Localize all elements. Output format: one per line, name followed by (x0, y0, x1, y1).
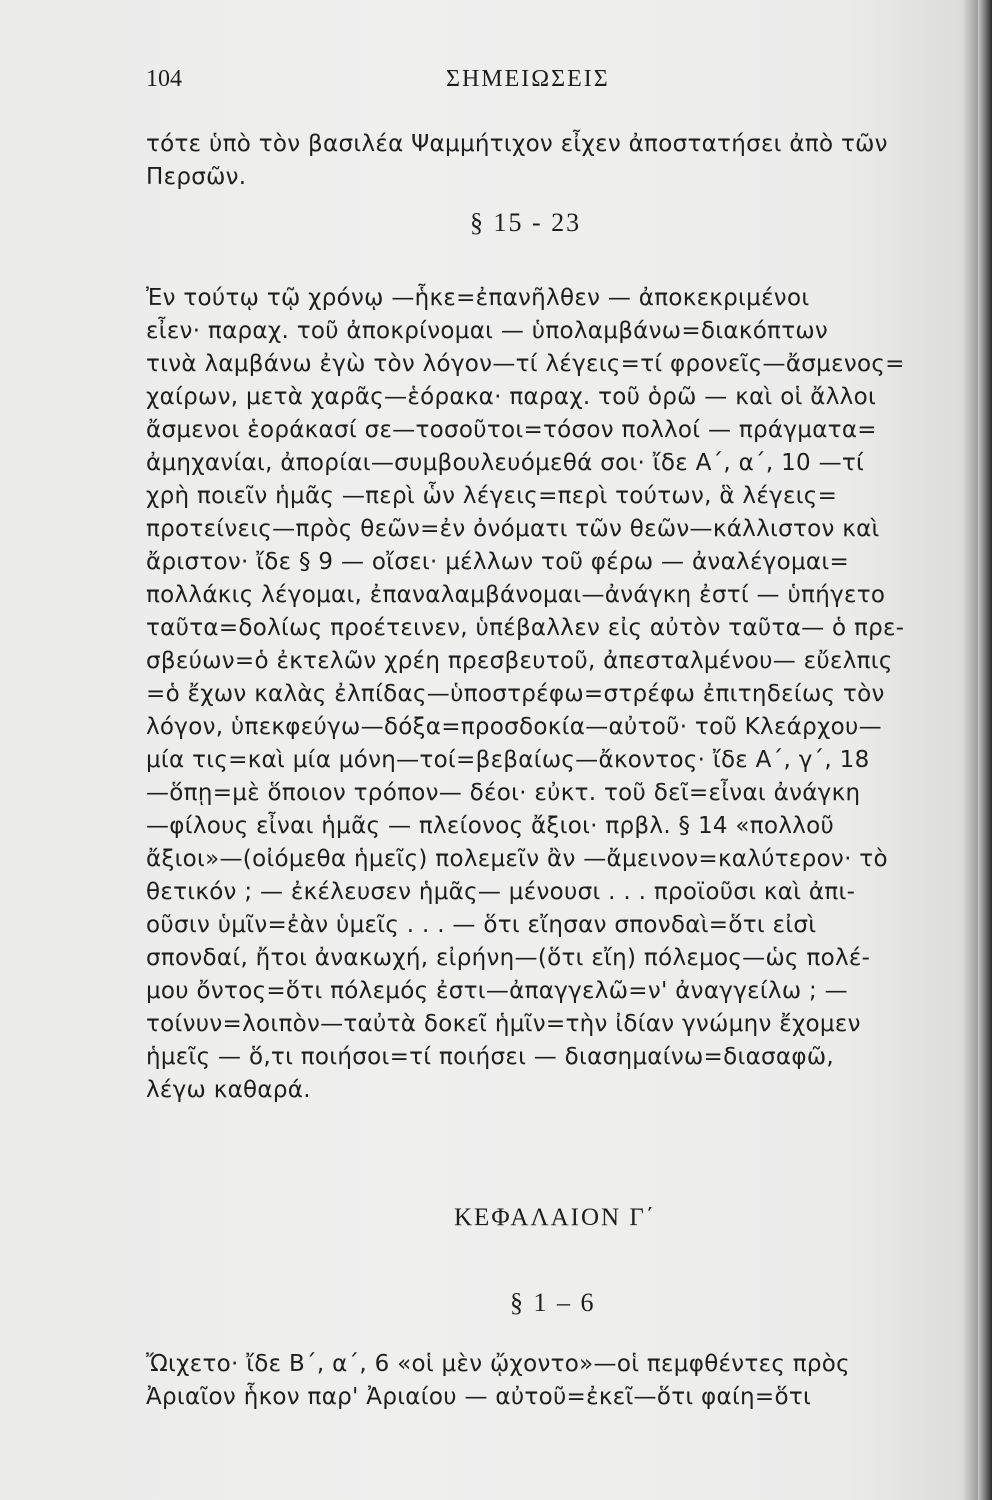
text-line: ἄριστον· ἴδε § 9 — οἴσει· μέλλων τοῦ φέρω — ἀναλέγομαι= (146, 549, 850, 575)
text-line: Ὤιχετο· ἴδε Β΄, α΄, 6 «οἱ μὲν ᾤχοντο»—οἱ πεμφθέντες πρὸς (146, 1351, 850, 1377)
text-line: τινὰ λαμβάνω ἐγὼ τὸν λόγον—τί λέγεις=τί φρονεῖς—ἄσμενος= (146, 351, 905, 377)
text-line: λόγον, ὑπεκφεύγω—δόξα=προσδοκία—αὐτοῦ· τοῦ Κλεάρχου— (146, 714, 882, 740)
text-line: μου ὄντος=ὅτι πόλεμός ἐστι—ἀπαγγελῶ=ν' ἀναγγείλω ; — (146, 978, 848, 1004)
text-line: πολλάκις λέγομαι, ἐπαναλαμβάνομαι—ἀνάγκη ἐστί — ὑπήγετο (146, 582, 886, 608)
intro-paragraph (146, 128, 958, 194)
section-heading: § 15 - 23 (470, 208, 582, 237)
text-line: λέγω καθαρά. (146, 1077, 311, 1103)
text-line: ταῦτα=δολίως προέτεινεν, ὑπέβαλλεν εἰς αὐτὸν ταῦτα— ὁ πρε- (146, 615, 905, 641)
text-line: τοίνυν=λοιπὸν—ταὐτὰ δοκεῖ ἡμῖν=τὴν ἰδίαν γνώμην ἔχομεν (146, 1011, 861, 1037)
section-paragraph (146, 1348, 958, 1414)
text-line: —ὅπῃ=μὲ ὅποιον τρόπον— δέοι· εὐκτ. τοῦ δεῖ=εἶναι ἀνάγκη (146, 780, 861, 806)
text-line: ἡμεῖς — ὅ,τι ποιήσοι=τί ποιήσει — διασημαίνω=διασαφῶ, (146, 1044, 835, 1070)
text-line: θετικόν ; — ἐκέλευσεν ἡμᾶς— μένουσι . . . προϊοῦσι καὶ ἀπι- (146, 879, 856, 905)
page-header (146, 66, 946, 106)
running-title: ΣΗΜΕΙΩΣΕΙΣ (446, 66, 610, 92)
section-heading: § 1 – 6 (510, 1288, 596, 1317)
text-line: χαίρων, μετὰ χαρᾶς—ἑόρακα· παραχ. τοῦ ὁρῶ — καὶ οἱ ἄλλοι (146, 384, 877, 410)
text-line: οῦσιν ὑμῖν=ἐὰν ὑμεῖς . . . — ὅτι εἴησαν σπονδαὶ=ὅτι εἰσὶ (146, 912, 817, 938)
section-paragraph (146, 282, 958, 1107)
text-line: ἄξιοι»—(οἰόμεθα ἡμεῖς) πολεμεῖν ἂν —ἄμεινον=καλύτερον· τὸ (146, 846, 888, 872)
text-line: χρὴ ποιεῖν ἡμᾶς —περὶ ὧν λέγεις=περὶ τούτων, ἃ λέγεις= (146, 483, 838, 509)
text-line: ἀμηχανίαι, ἀπορίαι—συμβουλευόμεθά σοι· ἴδε Α΄, α΄, 10 —τί (146, 450, 865, 476)
text-line: ἄσμενοι ἑοράκασί σε—τοσοῦτοι=τόσον πολλοί — πράγματα= (146, 417, 877, 443)
text-line: εἶεν· παραχ. τοῦ ἀποκρίνομαι — ὑπολαμβάνω=διακόπτων (146, 318, 829, 344)
chapter-title: ΚΕΦΑΛΑΙΟΝ Γ΄ (454, 1204, 657, 1231)
text-line: Ἐν τούτῳ τῷ χρόνῳ —ἧκε=ἐπανῆλθεν — ἀποκεκριμένοι (146, 285, 810, 311)
text-line: μία τις=καὶ μία μόνη—τοί=βεβαίως—ἄκοντος· ἴδε Α΄, γ΄, 18 (146, 747, 870, 773)
text-line: —φίλους εἶναι ἡμᾶς — πλείονος ἄξιοι· πρβλ. § 14 «πολλοῦ (146, 813, 835, 839)
page-number: 104 (146, 66, 182, 92)
text-line: =ὁ ἔχων καλὰς ἐλπίδας—ὑποστρέφω=στρέφω ἐπιτηδείως τὸν (146, 681, 885, 707)
text-line: Ἀριαῖον ἧκον παρ' Ἀριαίου — αὐτοῦ=ἐκεῖ—ὅτι φαίη=ὅτι (146, 1384, 812, 1410)
text-line: Περσῶν. (146, 164, 247, 190)
text-line: σπονδαί, ἤτοι ἀνακωχή, εἰρήνη—(ὅτι εἴη) πόλεμος—ὡς πολέ- (146, 945, 871, 971)
text-line: προτείνεις—πρὸς θεῶν=ἐν ὀνόματι τῶν θεῶν—κάλλιστον καὶ (146, 516, 880, 542)
page-edge-shadow (978, 0, 992, 1500)
text-line: τότε ὑπὸ τὸν βασιλέα Ψαμμήτιχον εἶχεν ἀποστατήσει ἀπὸ τῶν (146, 131, 888, 157)
text-line: σβεύων=ὁ ἐκτελῶν χρέη πρεσβευτοῦ, ἀπεσταλμένου— εὔελπις (146, 648, 893, 674)
